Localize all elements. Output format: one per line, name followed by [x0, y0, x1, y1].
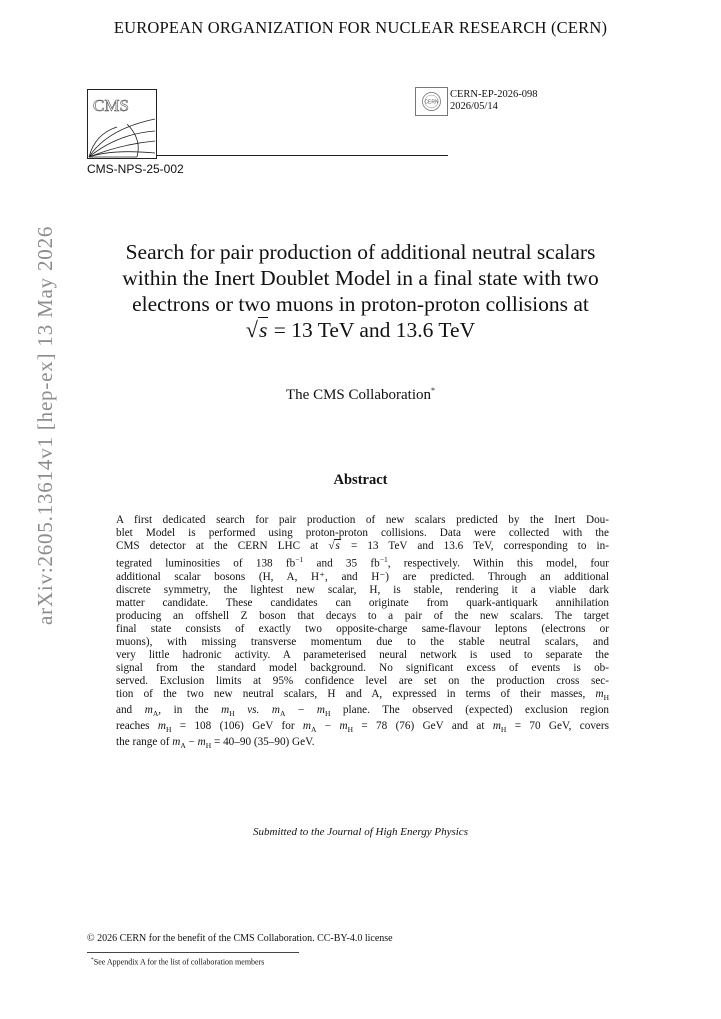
paper-title [70, 239, 651, 343]
submission-note: Submitted to the Journal of High Energy Physics [253, 826, 468, 838]
abstract-line: matter candidate. These candidates can originate from quark-antiquark annihilation [116, 596, 609, 609]
arxiv-identifier: arXiv:2605.13614v1 [hep-ex] 13 May 2026 [33, 225, 57, 625]
abstract-line: the range of $m_A - m_H = 40-90$ (35–90) GeV. [116, 736, 315, 751]
abstract-line: signal from the standard model background. No significant excess of events is ob- [116, 661, 609, 674]
abstract-line: CMS detector at the CERN LHC at √s = 13 TeV and 13.6 TeV, corresponding to in- [116, 540, 609, 552]
abstract-line: muons), with missing transverse momentum due to the stable neutral scalars, and [116, 635, 609, 648]
sqrt-symbol: √s [245, 317, 268, 342]
footnote-marker: * [91, 957, 94, 963]
abstract-line: reaches $m_H = 108$ (106) GeV for $m_A - m_H = 78$ (76) GeV and at $m_H = 70$ GeV, covers [116, 720, 609, 735]
cern-logo [415, 87, 448, 116]
abstract-line: tegrated luminosities of 138 $fb^{-1}$ and 35 $fb^{-1}$, respectively. Within this model, four [116, 555, 609, 570]
author-name: The CMS Collaboration [286, 387, 431, 403]
footnote-text: See Appendix A for the list of collaboration members [93, 957, 265, 967]
abstract-line: blet Model is performed using proton-proton collisions. Data were collected with the [116, 527, 609, 539]
title-line-2: within the Inert Doublet Model in a final state with two [122, 266, 599, 290]
abstract-line: tion of the two new neutral scalars, H and A, expressed in terms of their masses, $m_H$ [116, 687, 609, 702]
title-line-4 [70, 317, 651, 343]
abstract-line: discrete symmetry, the lightest new scalar, H, is stable, rendering it a viable dark [116, 583, 609, 596]
sqrt-symbol: √s [328, 540, 340, 552]
title-energy: = 13 TeV and 13.6 TeV [268, 318, 476, 342]
author-line [0, 386, 721, 404]
author-footnote-marker: * [431, 386, 435, 395]
abstract-line: final state consists of exactly two opposite-charge same-flavour leptons (electrons or [116, 622, 609, 635]
abstract-line: served. Exclusion limits at 95% confidence level are set on the production cross sec- [116, 674, 609, 687]
cms-logo [87, 89, 157, 159]
footnote [91, 957, 264, 967]
organization-header: EUROPEAN ORGANIZATION FOR NUCLEAR RESEARCH (CERN) [113, 18, 608, 37]
abstract-line: A first dedicated search for pair production of new scalars predicted by the Inert Dou- [116, 514, 609, 526]
abstract-heading: Abstract [333, 472, 388, 488]
sqrt-s: s [258, 318, 268, 342]
cms-logo-text: CMS [93, 96, 129, 115]
abstract-line: additional scalar bosons (H, A, H⁺, and H⁻) are predicted. Through an additional [116, 570, 609, 583]
report-date: 2026/05/14 [450, 101, 498, 112]
abstract-line: and $m_A$, in the $m_H$ vs. $m_A - m_H$ plane. The observed (expected) exclusion region [116, 703, 610, 719]
abstract-line: very little hadronic activity. A parameterised neural network is used to separate the [116, 648, 609, 661]
header-rule [157, 155, 448, 156]
cern-logo-text: CERN [424, 99, 439, 106]
abstract-line: producing an offshell Z boson that decays to a pair of the new scalars. The target [116, 609, 609, 622]
abstract-body [116, 514, 609, 753]
report-number: CERN-EP-2026-098 [450, 89, 538, 100]
license-line: © 2026 CERN for the benefit of the CMS Collaboration. CC-BY-4.0 license [87, 933, 393, 944]
nps-number: CMS-NPS-25-002 [87, 162, 184, 176]
title-line-1: Search for pair production of additional neutral scalars [125, 240, 596, 264]
footnote-rule [87, 952, 299, 953]
title-line-3: electrons or two muons in proton-proton collisions at [132, 292, 589, 316]
